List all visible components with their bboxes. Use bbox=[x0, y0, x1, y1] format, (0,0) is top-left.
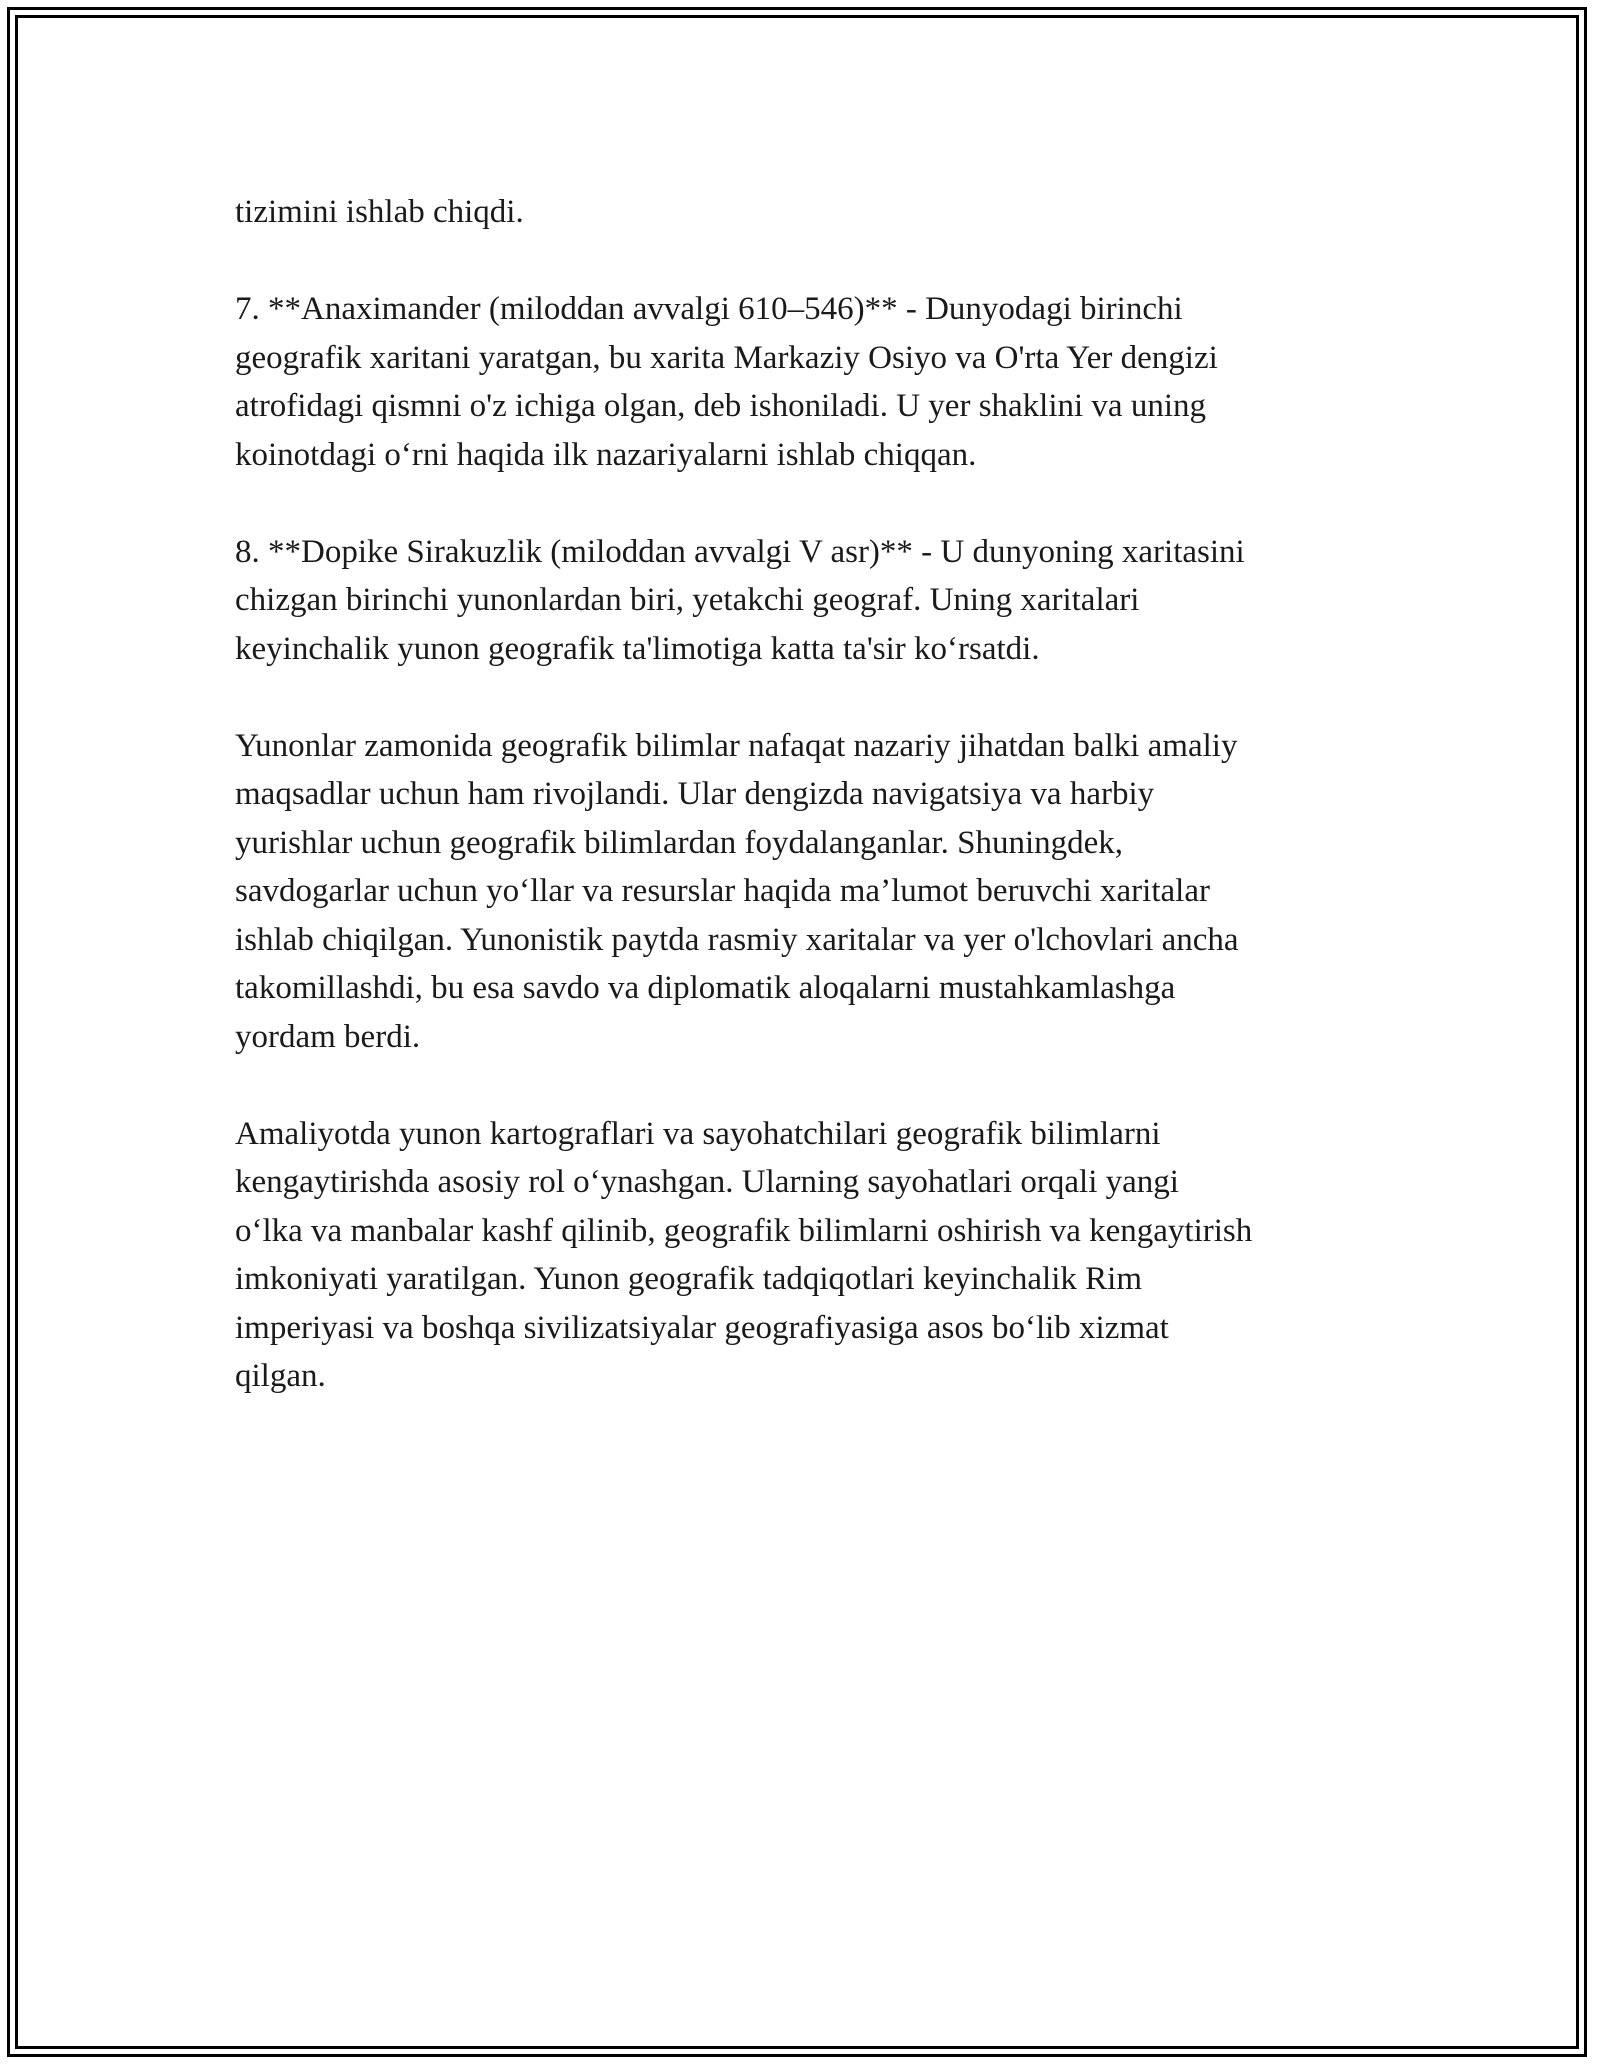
text-line: 7. **Anaximander (miloddan avvalgi 610–546)** - Dunyodagi birinchi bbox=[235, 291, 1183, 327]
paragraph-anaximander bbox=[235, 285, 1385, 479]
text-line: atrofidagi qismni o'z ichiga olgan, deb ishoniladi. U yer shaklini va uning bbox=[235, 388, 1207, 424]
text-line: imkoniyati yaratilgan. Yunon geografik tadqiqotlari keyinchalik Rim bbox=[235, 1261, 1142, 1297]
text-line: maqsadlar uchun ham rivojlandi. Ular dengizda navigatsiya va harbiy bbox=[235, 776, 1155, 812]
text-line: yordam berdi. bbox=[235, 1018, 421, 1055]
paragraph-practical-knowledge bbox=[235, 722, 1385, 1062]
text-line: imperiyasi va boshqa sivilizatsiyalar geografiyasiga asos bo‘lib xizmat bbox=[235, 1309, 1169, 1346]
paragraph-cartographers bbox=[235, 1110, 1385, 1401]
text-line: yurishlar uchun geografik bilimlardan foydalanganlar. Shuningdek, bbox=[235, 824, 1124, 861]
paragraph-continuation bbox=[235, 188, 1385, 237]
text-line: 8. **Dopike Sirakuzlik (miloddan avvalgi V asr)** - U dunyoning xaritasini bbox=[235, 533, 1245, 570]
text-line: koinotdagi o‘rni haqida ilk nazariyalarni ishlab chiqqan. bbox=[235, 436, 977, 473]
text-line: Amaliyotda yunon kartograflari va sayohatchilari geografik bilimlarni bbox=[235, 1115, 1161, 1152]
text-line: geografik xaritani yaratgan, bu xarita Markaziy Osiyo va O'rta Yer dengizi bbox=[235, 339, 1218, 376]
paragraph-gap bbox=[235, 237, 1385, 286]
paragraph-gap bbox=[235, 1061, 1385, 1110]
text-line: keyinchalik yunon geografik ta'limotiga katta ta'sir ko‘rsatdi. bbox=[235, 630, 1040, 667]
text-line: o‘lka va manbalar kashf qilinib, geografik bilimlarni oshirish va kengaytirish bbox=[235, 1212, 1253, 1249]
text-line: Yunonlar zamonida geografik bilimlar nafaqat nazariy jihatdan balki amaliy bbox=[235, 727, 1238, 764]
text-line: chizgan birinchi yunonlardan biri, yetakchi geograf. Uning xaritalari bbox=[235, 582, 1140, 618]
text-line: kengaytirishda asosiy rol o‘ynashgan. Ularning sayohatlari orqali yangi bbox=[235, 1164, 1179, 1200]
document-body bbox=[235, 188, 1385, 1401]
paragraph-gap bbox=[235, 479, 1385, 528]
text-line: ishlab chiqilgan. Yunonistik paytda rasmiy xaritalar va yer o'lchovlari ancha bbox=[235, 921, 1239, 958]
text-line: savdogarlar uchun yo‘llar va resurslar haqida ma’lumot beruvchi xaritalar bbox=[235, 873, 1210, 909]
paragraph-dopike bbox=[235, 528, 1385, 674]
text-line: qilgan. bbox=[235, 1358, 326, 1394]
paragraph-gap bbox=[235, 673, 1385, 722]
text-line: tizimini ishlab chiqdi. bbox=[235, 194, 524, 230]
text-line: takomillashdi, bu esa savdo va diplomatik aloqalarni mustahkamlashga bbox=[235, 970, 1176, 1006]
